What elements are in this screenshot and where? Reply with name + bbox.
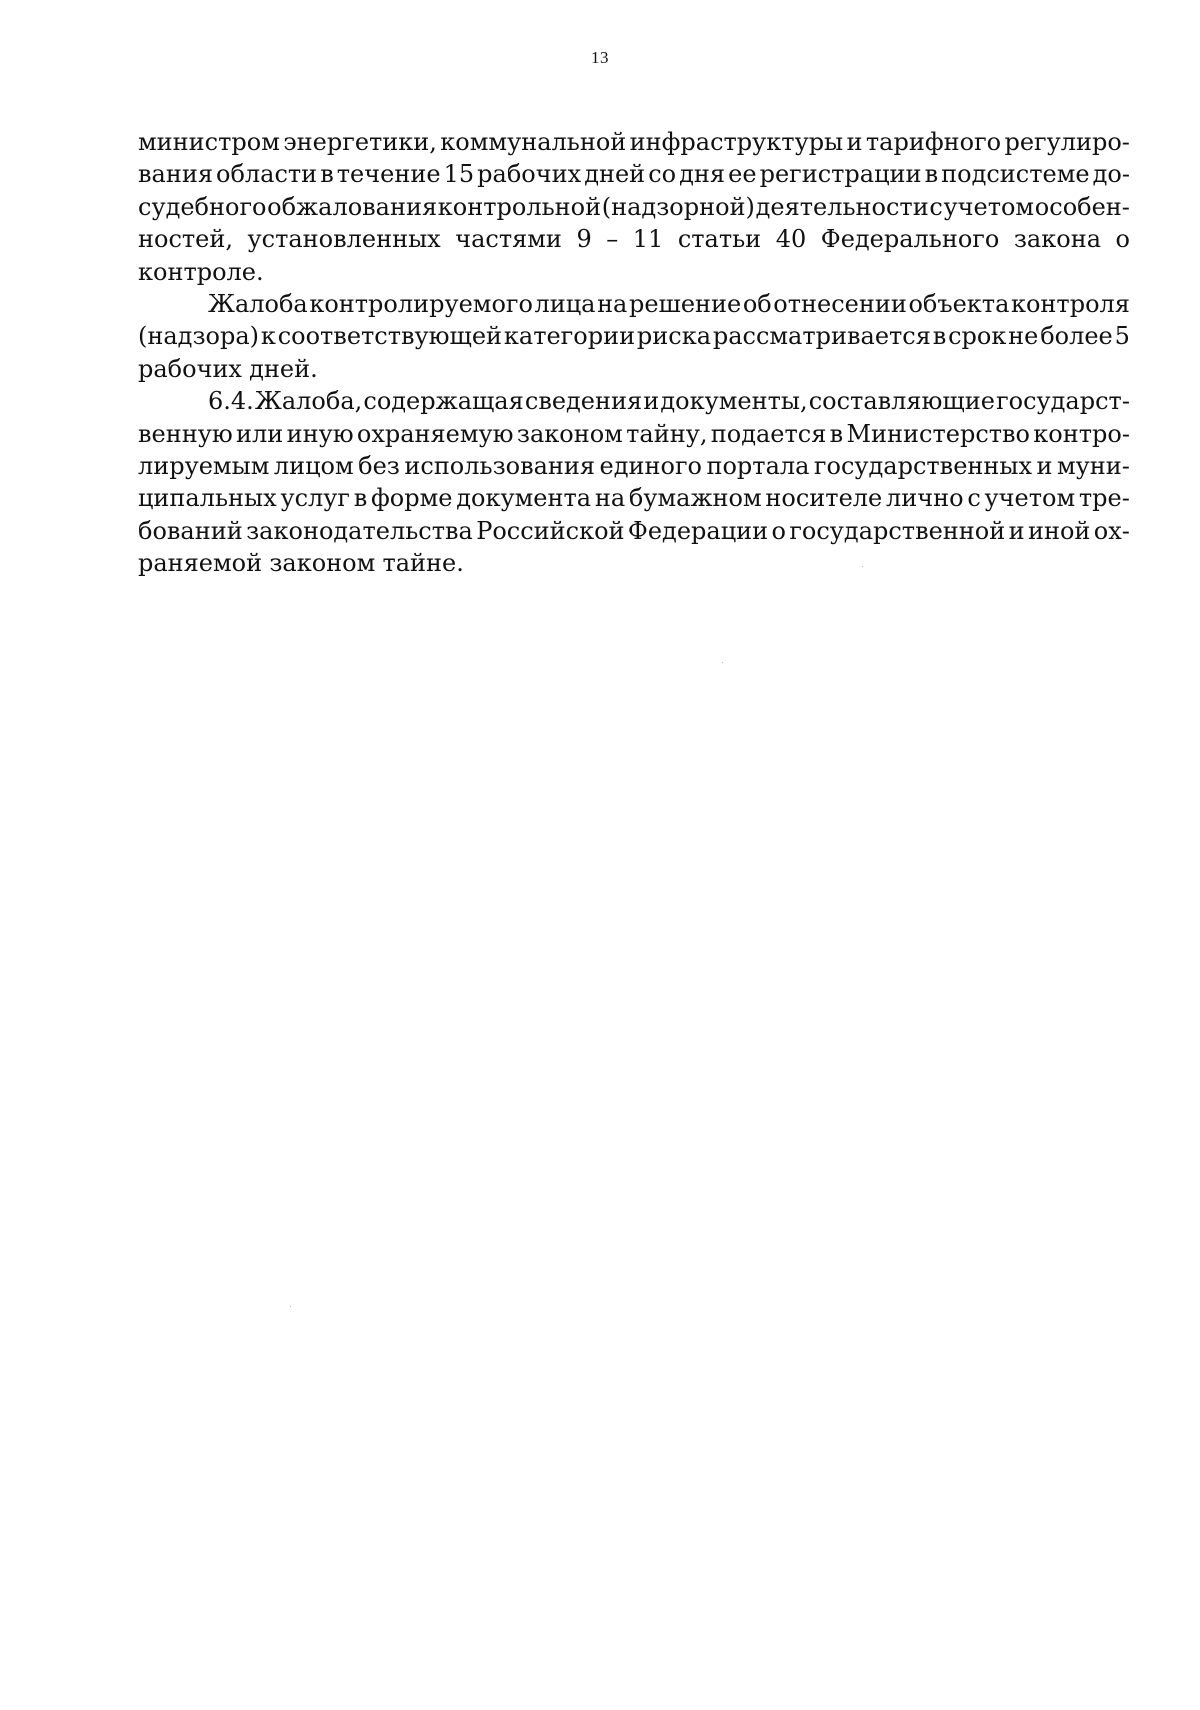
- word: установленных: [247, 225, 441, 254]
- text-line: [138, 256, 1130, 288]
- page-number: 13: [591, 48, 609, 67]
- text-line: [138, 158, 1130, 190]
- word: законодательства: [246, 516, 473, 545]
- text-line: [138, 418, 1130, 450]
- word: и: [1036, 451, 1053, 480]
- word: в: [932, 322, 947, 351]
- word: объекта: [908, 289, 1010, 318]
- word: и: [1008, 516, 1025, 545]
- word: более: [1040, 322, 1113, 351]
- word: 5: [1114, 322, 1130, 351]
- word: об: [742, 289, 772, 318]
- word: срок: [948, 322, 1007, 351]
- word: контроле.: [138, 257, 264, 286]
- word: к: [260, 322, 276, 351]
- word: государст-: [996, 387, 1130, 416]
- word: особен-: [1034, 192, 1130, 221]
- word: документа: [456, 484, 592, 513]
- word: коммунальной: [440, 128, 627, 156]
- word: составляющие: [808, 387, 995, 416]
- word: или: [236, 419, 284, 448]
- word: в: [353, 484, 368, 513]
- paragraph: [138, 126, 1130, 288]
- word: контрольной: [437, 192, 602, 221]
- word: соответствующей: [277, 322, 503, 351]
- word: рабочих: [477, 160, 582, 189]
- word: учетом: [984, 484, 1076, 513]
- scan-speck: [862, 566, 863, 567]
- word: не: [1008, 322, 1039, 351]
- word: в: [829, 419, 844, 448]
- word: регистрации: [759, 160, 922, 189]
- word: отнесении: [773, 289, 907, 318]
- word: тайне.: [382, 549, 464, 578]
- paragraph: [138, 385, 1130, 579]
- word: использования: [404, 451, 596, 480]
- word: контроля: [1010, 289, 1130, 318]
- paragraph: [138, 288, 1130, 385]
- word: Российской: [476, 516, 625, 545]
- word: течение: [336, 160, 441, 189]
- word: со: [648, 160, 677, 189]
- word: носителе: [765, 484, 883, 513]
- word: судебного: [138, 192, 267, 221]
- text-line: [138, 515, 1130, 547]
- word: форме: [371, 484, 453, 513]
- word: –: [606, 225, 619, 254]
- word: до-: [1092, 160, 1130, 189]
- word: ностей,: [138, 225, 233, 254]
- word: иной: [1027, 516, 1091, 545]
- word: инфраструктуры: [629, 128, 844, 156]
- word: регулиро-: [1004, 128, 1130, 156]
- word: контро-: [1033, 419, 1130, 448]
- word: сведения: [524, 387, 643, 416]
- text-line: [138, 482, 1130, 514]
- word: законом: [269, 549, 376, 578]
- word: о: [771, 516, 786, 545]
- word: подается: [710, 419, 827, 448]
- word: ох-: [1093, 516, 1130, 545]
- document-body: [138, 126, 1130, 579]
- word: государственной: [789, 516, 1006, 545]
- word: лируемым: [138, 451, 270, 480]
- word: дней: [584, 160, 646, 189]
- word: в: [924, 160, 939, 189]
- word: обжалования: [267, 192, 438, 221]
- scan-speck: [290, 1306, 291, 1307]
- text-line: [138, 353, 1130, 385]
- word: 9: [576, 225, 592, 254]
- word: ее: [728, 160, 757, 189]
- text-line: [138, 320, 1130, 352]
- word: без: [358, 451, 400, 480]
- word: бований: [138, 516, 243, 545]
- word: деятельности: [755, 192, 929, 221]
- word: Министерство: [846, 419, 1030, 448]
- word: документы,: [660, 387, 808, 416]
- word: охраняемую: [356, 419, 514, 448]
- word: рассматривается: [712, 322, 931, 351]
- word: на: [594, 484, 626, 513]
- word: бумажном: [628, 484, 762, 513]
- word: 6.4.: [208, 387, 254, 416]
- scan-speck: [722, 662, 723, 663]
- word: области: [216, 160, 318, 189]
- word: категории: [503, 322, 636, 351]
- word: раняемой: [138, 549, 263, 578]
- word: венную: [138, 419, 233, 448]
- word: в: [320, 160, 334, 189]
- word: (надзорной): [601, 192, 755, 221]
- text-line: [138, 126, 1130, 158]
- word: лично: [886, 484, 964, 513]
- word: услуг: [280, 484, 350, 513]
- word: портала: [706, 451, 810, 480]
- word: законом: [516, 419, 623, 448]
- word: 40: [775, 225, 807, 254]
- word: подсистеме: [941, 160, 1090, 189]
- word: содержащая: [363, 387, 524, 416]
- word: 11: [632, 225, 664, 254]
- word: контролируемого: [309, 289, 533, 318]
- word: иную: [286, 419, 354, 448]
- word: риска: [636, 322, 711, 351]
- word: решение: [628, 289, 742, 318]
- text-line: [138, 191, 1130, 223]
- word: на: [597, 289, 628, 318]
- text-line: [138, 288, 1130, 320]
- text-line: [138, 450, 1130, 482]
- word: рабочих: [138, 354, 242, 383]
- word: ципальных: [138, 484, 277, 513]
- word: и: [846, 128, 863, 156]
- word: с: [929, 192, 943, 221]
- word: вания: [138, 160, 213, 189]
- word: тарифного: [865, 128, 1002, 156]
- word: лица: [534, 289, 596, 318]
- word: тайну,: [626, 419, 708, 448]
- word: дня: [679, 160, 726, 189]
- word: статьи: [677, 225, 762, 254]
- word: с: [967, 484, 981, 513]
- text-line: [138, 547, 1130, 579]
- word: Федерального: [820, 225, 1000, 254]
- word: энергетики,: [283, 128, 437, 156]
- word: учетом: [943, 192, 1035, 221]
- word: муни-: [1057, 451, 1130, 480]
- word: единого: [599, 451, 702, 480]
- word: тре-: [1078, 484, 1130, 513]
- text-line: [138, 223, 1130, 255]
- word: (надзора): [138, 322, 260, 351]
- text-line: [138, 385, 1130, 417]
- word: Федерации: [627, 516, 769, 545]
- word: Жалоба: [208, 289, 308, 318]
- word: дней.: [249, 354, 318, 383]
- word: министром: [138, 128, 280, 156]
- word: лицом: [273, 451, 354, 480]
- word: частями: [455, 225, 562, 254]
- word: о: [1115, 225, 1130, 254]
- word: 15: [443, 160, 475, 189]
- word: государственных: [813, 451, 1033, 480]
- word: закона: [1013, 225, 1101, 254]
- word: и: [643, 387, 660, 416]
- word: Жалоба,: [254, 387, 363, 416]
